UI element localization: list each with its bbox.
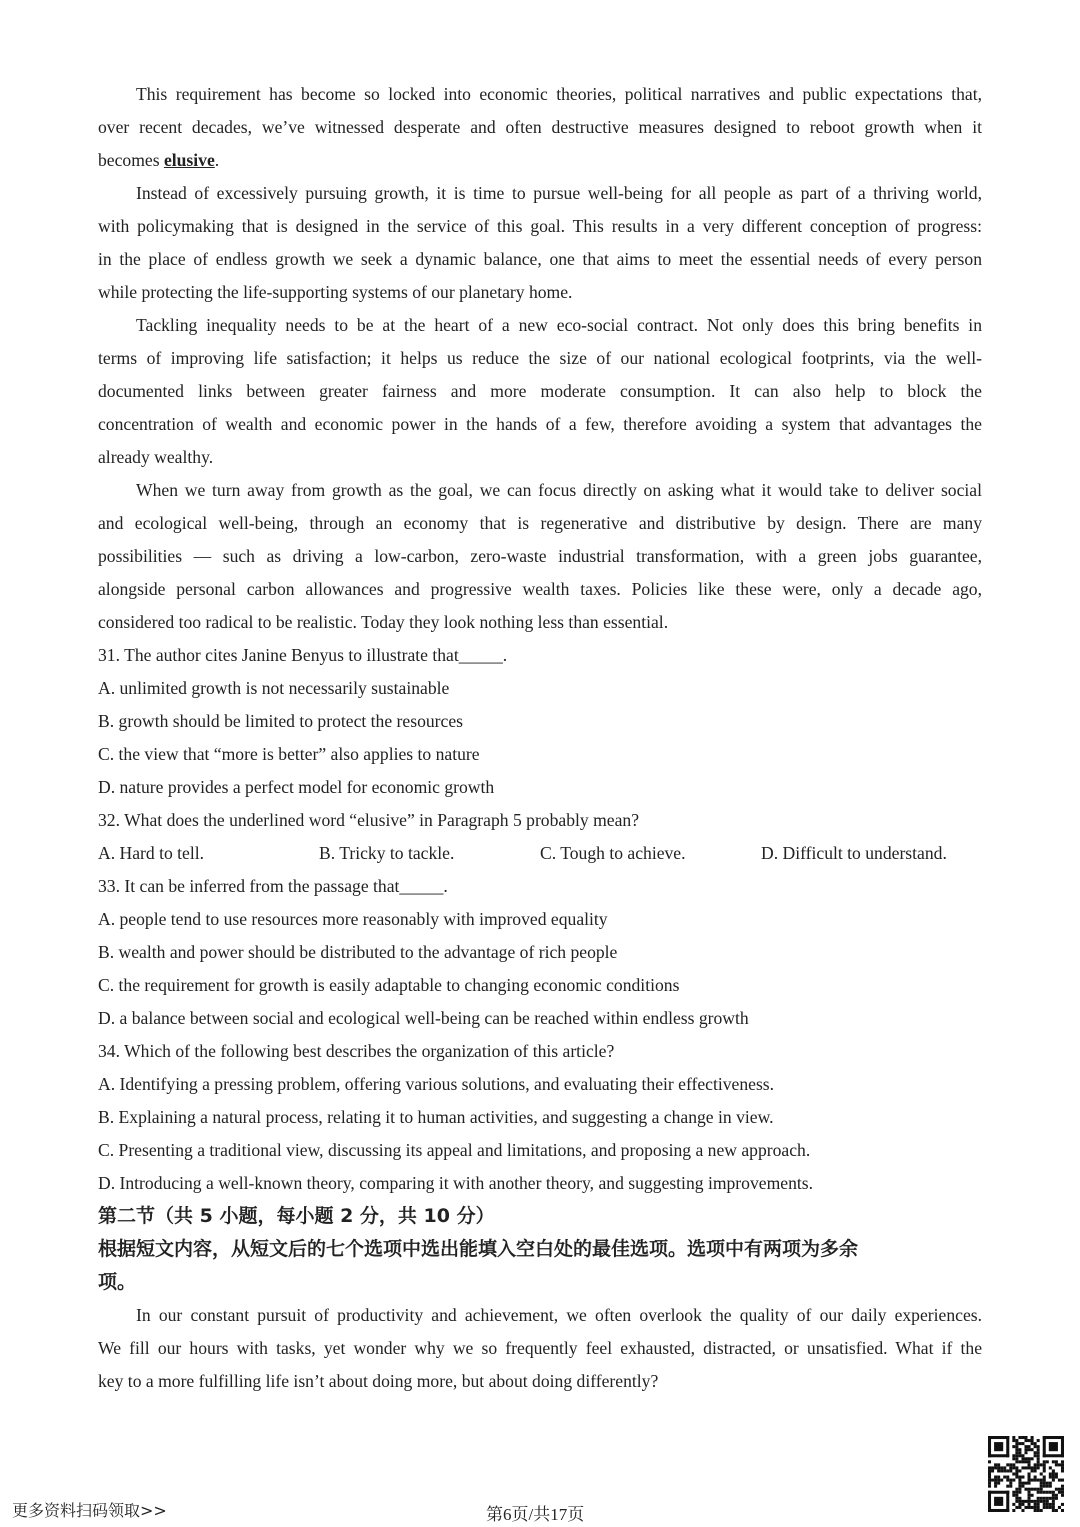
options-row bbox=[98, 837, 982, 870]
section-instructions: 根据短文内容，从短文后的七个选项中选出能填入空白处的最佳选项。选项中有两项为多余 bbox=[98, 1238, 859, 1260]
option: C. the requirement for growth is easily adaptable to changing economic conditions bbox=[98, 975, 680, 995]
option: B. Explaining a natural process, relating it to human activities, and suggesting a change in view. bbox=[98, 1107, 774, 1127]
paragraph-line: already wealthy. bbox=[98, 447, 214, 467]
option: B. Tricky to tackle. bbox=[319, 843, 455, 863]
option: A. Hard to tell. bbox=[98, 843, 205, 863]
footer-promo-text: 更多资料扫码领取>> bbox=[12, 1501, 167, 1520]
section-title: 第二节（共 5 小题，每小题 2 分，共 10 分） bbox=[98, 1205, 495, 1227]
option: B. growth should be limited to protect the resources bbox=[98, 711, 463, 731]
text-span: becomes bbox=[98, 150, 164, 170]
underlined-word: elusive bbox=[163, 150, 215, 170]
option: D. nature provides a perfect model for economic growth bbox=[98, 777, 495, 797]
paragraph-line: while protecting the life-supporting systems of our planetary home. bbox=[98, 282, 573, 302]
question-stem: 31. The author cites Janine Benyus to illustrate that_____. bbox=[98, 645, 508, 665]
text-span: . bbox=[214, 150, 220, 170]
option: D. a balance between social and ecological well-being can be reached within endless growth bbox=[98, 1008, 749, 1028]
paragraph-line: with policymaking that is designed in the service of this goal. This results in a very different conception of progress: bbox=[98, 216, 982, 236]
option: D. Difficult to understand. bbox=[761, 843, 947, 863]
paragraph-line: terms of improving life satisfaction; it helps us reduce the size of our national ecological footprints, via the well- bbox=[98, 348, 982, 368]
page-number: 第6页/共17页 bbox=[486, 1505, 585, 1524]
paragraph-line: over recent decades, we’ve witnessed desperate and often destructive measures designed to reboot growth when it bbox=[98, 117, 982, 137]
paragraph-line: concentration of wealth and economic power in the hands of a few, therefore avoiding a system that advantages the bbox=[98, 414, 982, 434]
question-stem: 32. What does the underlined word “elusive” in Paragraph 5 probably mean? bbox=[98, 810, 639, 830]
option: C. Tough to achieve. bbox=[540, 843, 686, 863]
paragraph-line: and ecological well-being, through an economy that is regenerative and distributive by design. There are many bbox=[98, 513, 982, 533]
paragraph-line: Instead of excessively pursuing growth, it is time to pursue well-being for all people as part of a thriving world, bbox=[136, 183, 982, 203]
option: A. people tend to use resources more reasonably with improved equality bbox=[98, 909, 608, 929]
paragraph-line: documented links between greater fairness and more moderate consumption. It can also help to block the bbox=[98, 381, 982, 401]
paragraph-line bbox=[98, 144, 982, 177]
paragraph-line: possibilities — such as driving a low-carbon, zero-waste industrial transformation, with a green jobs guarantee, bbox=[98, 546, 982, 566]
question-stem: 34. Which of the following best describes the organization of this article? bbox=[98, 1041, 615, 1061]
paragraph-line: When we turn away from growth as the goal, we can focus directly on asking what it would take to deliver social bbox=[136, 480, 982, 500]
section-instructions: 项。 bbox=[98, 1271, 137, 1293]
paragraph-line: key to a more fulfilling life isn’t about doing more, but about doing differently? bbox=[98, 1371, 659, 1391]
paragraph-line: in the place of endless growth we seek a dynamic balance, one that aims to meet the essential needs of every person bbox=[98, 249, 982, 269]
question-stem: 33. It can be inferred from the passage that_____. bbox=[98, 876, 448, 896]
option: A. unlimited growth is not necessarily sustainable bbox=[98, 678, 450, 698]
option: D. Introducing a well-known theory, comparing it with another theory, and suggesting improvements. bbox=[98, 1173, 813, 1193]
paragraph-line: Tackling inequality needs to be at the heart of a new eco-social contract. Not only does this bring benefits in bbox=[136, 315, 982, 335]
paragraph-line: considered too radical to be realistic. Today they look nothing less than essential. bbox=[98, 612, 669, 632]
exam-page-content bbox=[98, 78, 982, 1398]
paragraph-line: This requirement has become so locked into economic theories, political narratives and public expectations that, bbox=[136, 84, 982, 104]
paragraph-line: In our constant pursuit of productivity and achievement, we often overlook the quality of our daily experiences. bbox=[136, 1305, 982, 1325]
paragraph-line: We fill our hours with tasks, yet wonder why we so frequently feel exhausted, distracted, or unsatisfied. What if the bbox=[98, 1338, 982, 1358]
option: C. the view that “more is better” also applies to nature bbox=[98, 744, 480, 764]
option: C. Presenting a traditional view, discussing its appeal and limitations, and proposing a new approach. bbox=[98, 1140, 811, 1160]
paragraph-line: alongside personal carbon allowances and progressive wealth taxes. Policies like these were, only a decade ago, bbox=[98, 579, 982, 599]
qr-code-icon[interactable] bbox=[988, 1436, 1064, 1512]
option: A. Identifying a pressing problem, offering various solutions, and evaluating their effectiveness. bbox=[98, 1074, 775, 1094]
option: B. wealth and power should be distributed to the advantage of rich people bbox=[98, 942, 618, 962]
